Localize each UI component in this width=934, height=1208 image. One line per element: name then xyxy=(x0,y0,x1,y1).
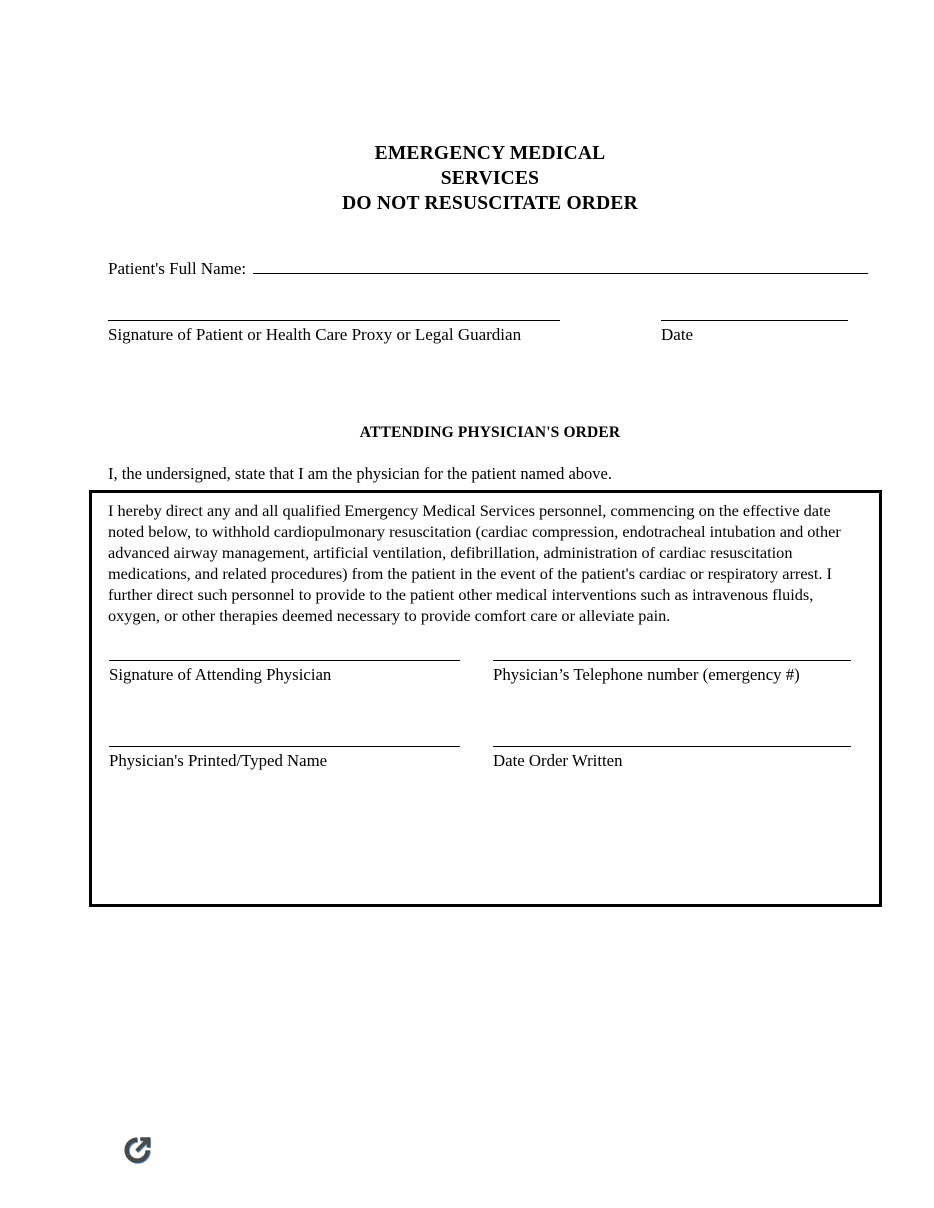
physician-name-row xyxy=(109,727,869,772)
physician-signature-row xyxy=(109,641,869,686)
physician-printed-name-field xyxy=(109,727,460,772)
physician-signature-caption: Signature of Attending Physician xyxy=(109,665,332,684)
order-directive-text: I hereby direct any and all qualified Emergency Medical Services personnel, commencing on the effective date noted below, to withhold cardiopulmonary resuscitation (cardiac compression, endotracheal intubation and other advanced airway management, artificial ventilation, defibrillation, administration of cardiac resuscitation medications, and related procedures) from the patient in the event of the patient's cardiac or respiratory arrest. I further direct such personnel to provide to the patient other medical interventions such as intravenous fluids, oxygen, or other therapies deemed necessary to provide comfort care or alleviate pain. xyxy=(108,501,841,626)
physician-printed-name-caption: Physician's Printed/Typed Name xyxy=(109,751,328,770)
patient-signature-input[interactable] xyxy=(108,300,560,321)
patient-date-caption: Date xyxy=(661,325,694,344)
physician-fields-grid xyxy=(109,641,869,813)
patient-name-row xyxy=(108,259,868,279)
patient-name-input[interactable] xyxy=(253,260,868,274)
physician-telephone-input[interactable] xyxy=(493,641,851,661)
external-link-circle-icon[interactable] xyxy=(118,1131,158,1171)
signature-row-spacer xyxy=(560,300,661,346)
date-order-written-input[interactable] xyxy=(493,727,851,747)
title-line-2: SERVICES xyxy=(440,168,540,189)
physician-row-spacer xyxy=(460,641,493,686)
physician-telephone-caption: Physician’s Telephone number (emergency #) xyxy=(493,665,800,684)
physician-signature-input[interactable] xyxy=(109,641,460,661)
patient-signature-field xyxy=(108,300,560,346)
date-order-written-caption: Date Order Written xyxy=(493,751,623,770)
attending-physician-intro: I, the undersigned, state that I am the physician for the patient named above. xyxy=(108,464,612,483)
physician-name-row-spacer xyxy=(460,727,493,772)
document-title xyxy=(0,141,934,216)
patient-name-label: Patient's Full Name: xyxy=(108,259,247,278)
patient-signature-row xyxy=(108,300,848,346)
title-line-1: EMERGENCY MEDICAL xyxy=(374,143,606,164)
patient-signature-caption: Signature of Patient or Health Care Proxy or Legal Guardian xyxy=(108,325,522,344)
order-box xyxy=(89,490,882,907)
patient-date-input[interactable] xyxy=(661,300,848,321)
physician-printed-name-input[interactable] xyxy=(109,727,460,747)
patient-date-field xyxy=(661,300,848,346)
title-line-3: DO NOT RESUSCITATE ORDER xyxy=(342,193,638,214)
physician-signature-field xyxy=(109,641,460,686)
physician-telephone-field xyxy=(493,641,851,686)
attending-physician-heading: ATTENDING PHYSICIAN'S ORDER xyxy=(359,424,621,441)
date-order-written-field xyxy=(493,727,851,772)
